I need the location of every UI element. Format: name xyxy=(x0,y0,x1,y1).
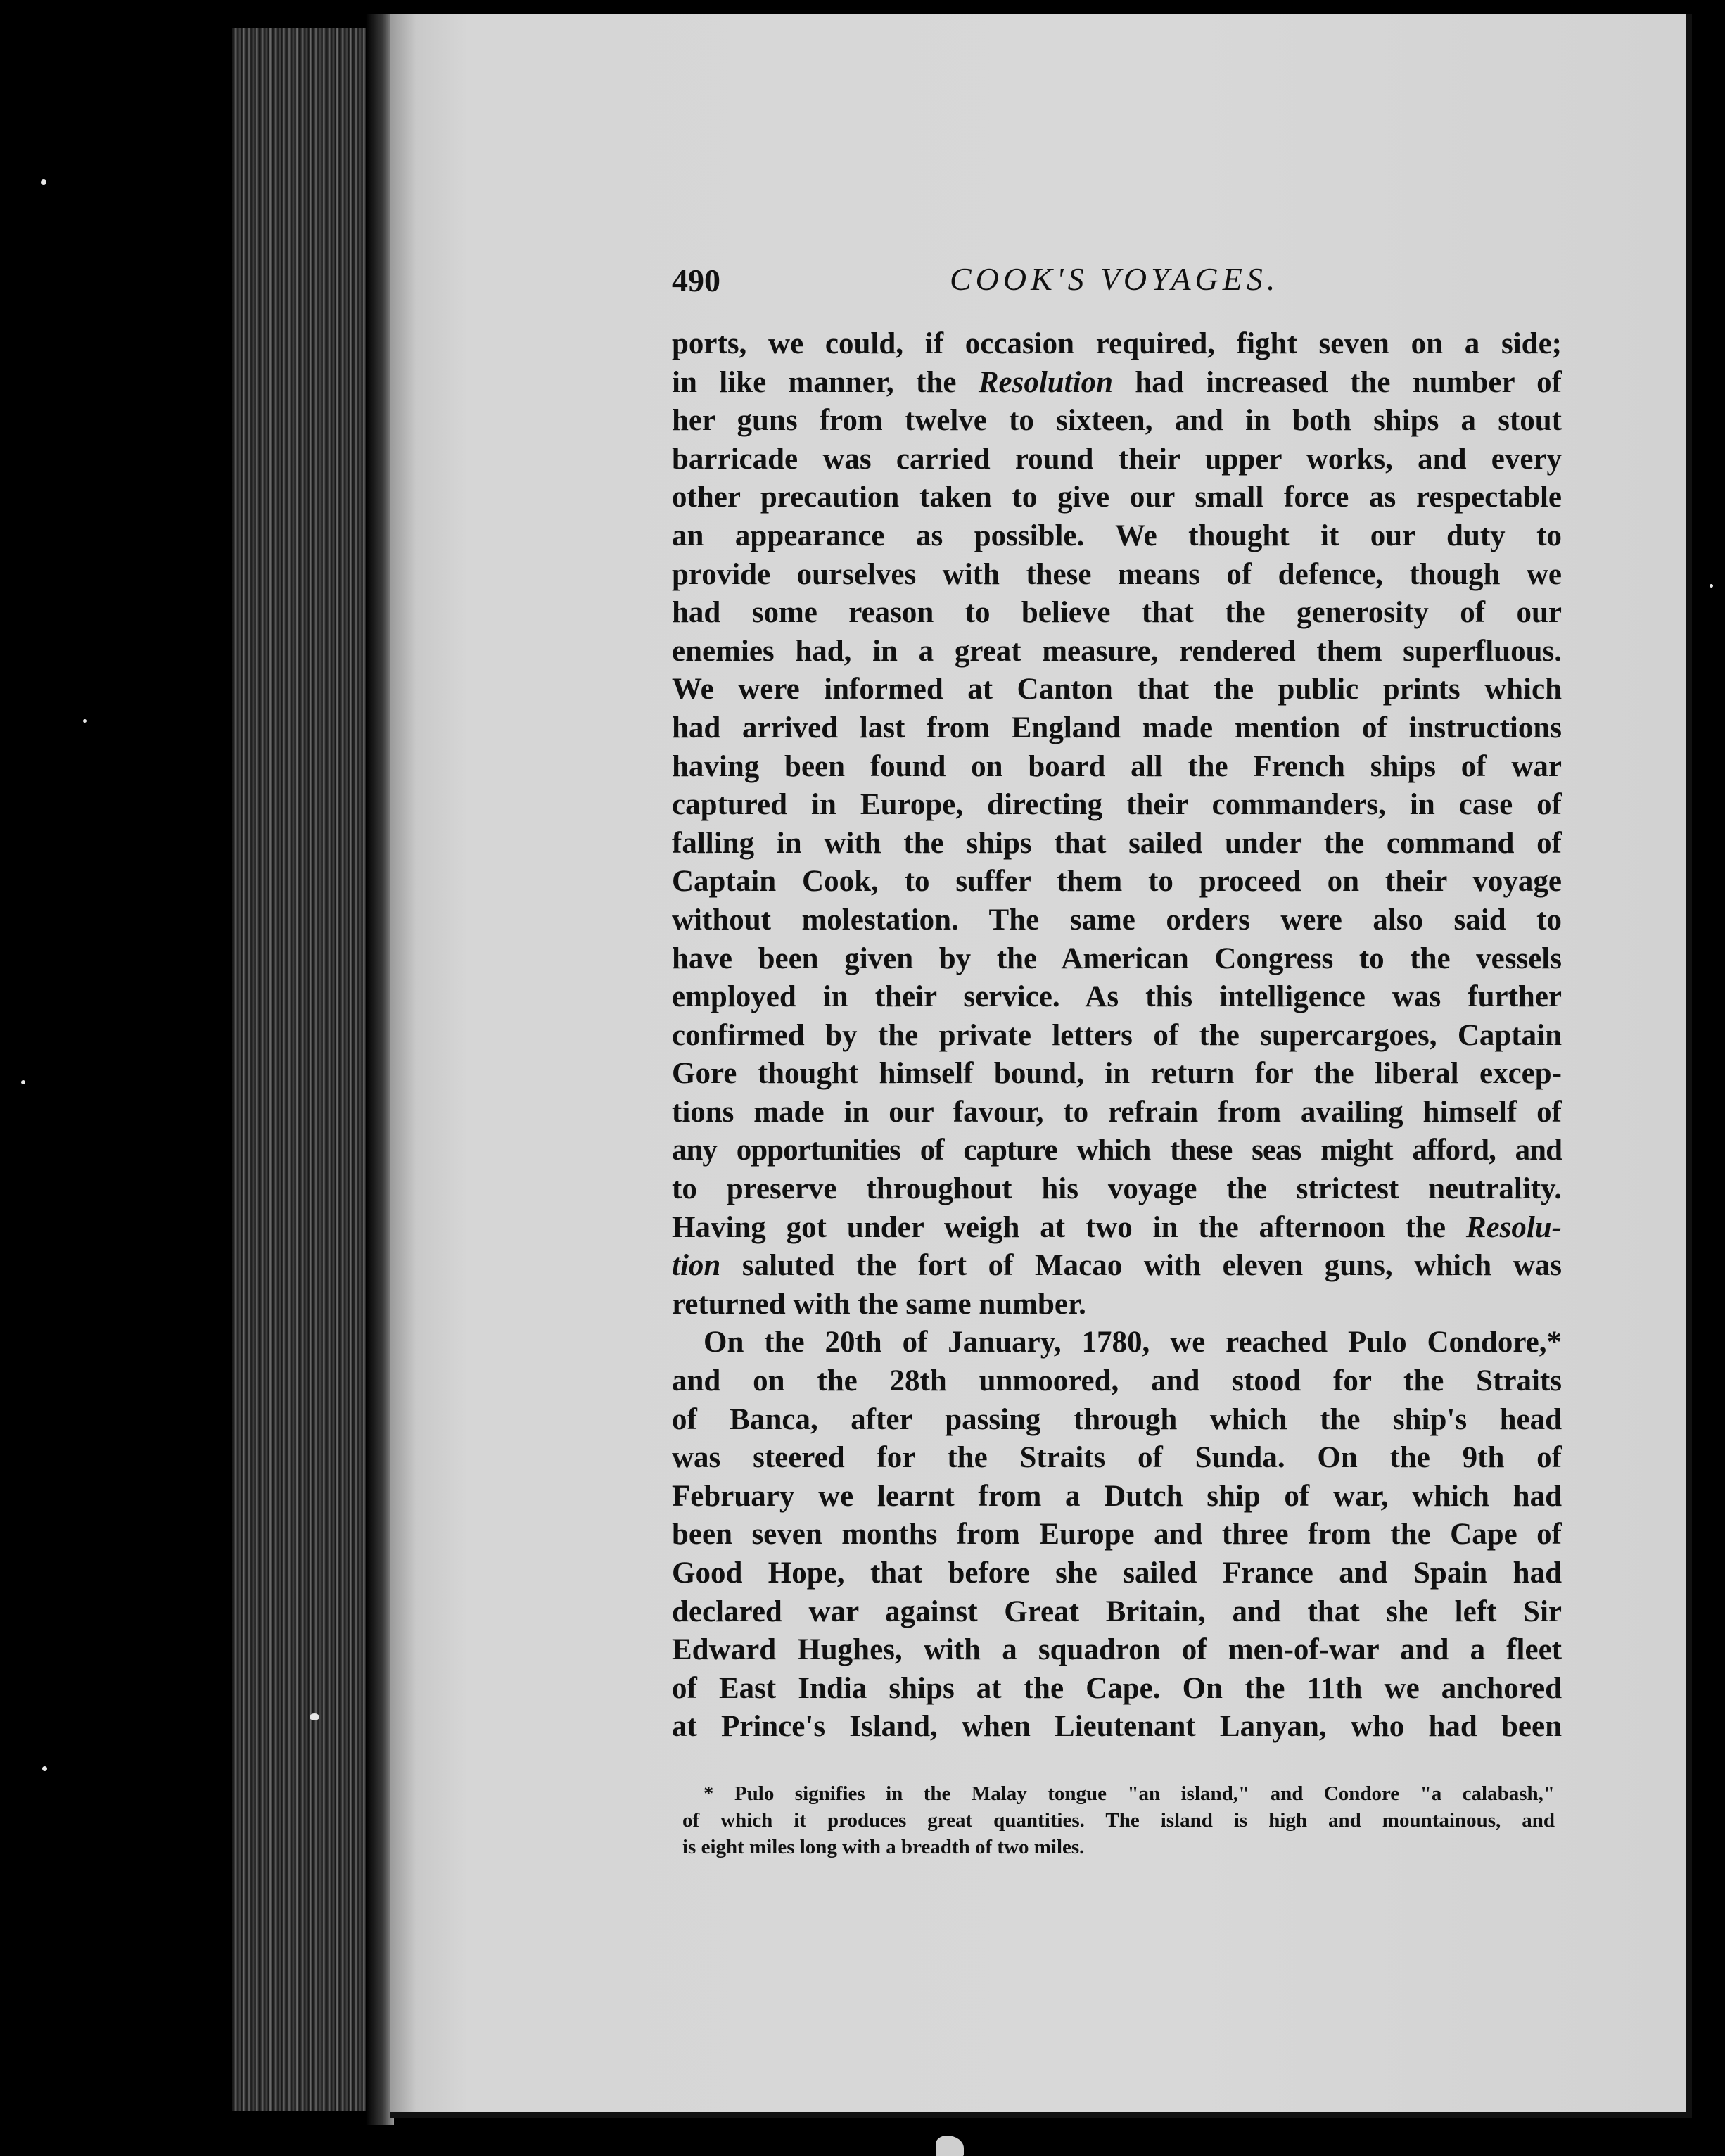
text-line: of East India ships at the Cape. On the 11th we anchored xyxy=(672,1671,1562,1705)
page-header xyxy=(672,260,1565,310)
text-line: had arrived last from England made mention of instructions xyxy=(672,711,1562,744)
text-line: declared war against Great Britain, and that she left Sir xyxy=(672,1594,1562,1628)
text-line: was steered for the Straits of Sunda. On the 9th of xyxy=(672,1441,1562,1475)
dust-speck xyxy=(21,1080,25,1084)
running-head: COOK'S VOYAGES. xyxy=(950,261,1280,297)
text-line: to preserve throughout his voyage the strictest neutrality. xyxy=(672,1172,1562,1206)
text-line: in like manner, the Resolution had increased the number of xyxy=(672,365,1562,399)
text-line: at Prince's Island, when Lieutenant Lanyan, who had been xyxy=(672,1710,1562,1744)
dust-speck xyxy=(41,179,46,185)
paragraph xyxy=(672,1324,1562,1746)
text-line: barricade was carried round their upper works, and every xyxy=(672,442,1562,476)
text-line: captured in Europe, directing their commanders, in case of xyxy=(672,788,1562,822)
footnote-line: of which it produces great quantities. The island is high and mountainous, and xyxy=(682,1809,1555,1832)
text-line: of Banca, after passing through which the ship's head xyxy=(672,1402,1562,1436)
dust-speck xyxy=(1710,584,1713,588)
text-line: her guns from twelve to sixteen, and in both ships a stout xyxy=(672,404,1562,438)
text-line: On the 20th of January, 1780, we reached Pulo Condore,* xyxy=(704,1326,1562,1359)
text-line: and on the 28th unmoored, and stood for the Straits xyxy=(672,1364,1562,1398)
text-line: Good Hope, that before she sailed France and Spain had xyxy=(672,1556,1562,1590)
text-line: employed in their service. As this intelligence was further xyxy=(672,980,1562,1014)
text-line: without molestation. The same orders were also said to xyxy=(672,903,1562,937)
text-line: returned with the same number. xyxy=(672,1287,1086,1321)
footnote-line: is eight miles long with a breadth of two miles. xyxy=(682,1836,1085,1858)
text-line: Having got under weigh at two in the afternoon the Resolu- xyxy=(672,1210,1562,1244)
body-text xyxy=(672,325,1562,1746)
text-line: enemies had, in a great measure, rendered them superfluous. xyxy=(672,634,1562,668)
text-line: ports, we could, if occasion required, fight seven on a side; xyxy=(672,327,1562,360)
text-line: any opportunities of capture which these seas might afford, and xyxy=(672,1134,1562,1167)
footnote xyxy=(682,1780,1555,1860)
ship-name: Resolution xyxy=(978,365,1113,399)
scan-artifact xyxy=(936,2136,964,2156)
page-number: 490 xyxy=(672,262,720,298)
text-line: had some reason to believe that the generosity of our xyxy=(672,596,1562,630)
ship-name: Resolu- xyxy=(1465,1210,1562,1244)
text-line: February we learnt from a Dutch ship of war, which had xyxy=(672,1479,1562,1513)
dust-speck xyxy=(310,1713,319,1720)
dust-speck xyxy=(83,719,87,723)
text-line: We were informed at Canton that the public prints which xyxy=(672,673,1562,706)
text-line: provide ourselves with these means of defence, though we xyxy=(672,557,1562,591)
text-line: an appearance as possible. We thought it our duty to xyxy=(672,519,1562,552)
text-line: tions made in our favour, to refrain from availing himself of xyxy=(672,1095,1562,1129)
text-line: been seven months from Europe and three from the Cape of xyxy=(672,1518,1562,1552)
text-line: have been given by the American Congress to the vessels xyxy=(672,941,1562,975)
text-line: Gore thought himself bound, in return for the liberal excep- xyxy=(672,1057,1562,1091)
gutter-shadow xyxy=(366,14,394,2125)
paragraph xyxy=(672,325,1562,1324)
text-line: having been found on board all the French ships of war xyxy=(672,749,1562,783)
text-line: Captain Cook, to suffer them to proceed on their voyage xyxy=(672,865,1562,899)
text-line: other precaution taken to give our small force as respectable xyxy=(672,481,1562,514)
text-line: falling in with the ships that sailed under the command of xyxy=(672,826,1562,860)
text-line: Edward Hughes, with a squadron of men-of-war and a fleet xyxy=(672,1633,1562,1667)
dust-speck xyxy=(42,1766,47,1771)
footnote-line: * Pulo signifies in the Malay tongue "an island," and Condore "a calabash," xyxy=(704,1782,1555,1805)
text-line: tion saluted the fort of Macao with eleven guns, which was xyxy=(672,1249,1562,1283)
text-line: confirmed by the private letters of the supercargoes, Captain xyxy=(672,1018,1562,1052)
ship-name: tion xyxy=(672,1249,721,1283)
